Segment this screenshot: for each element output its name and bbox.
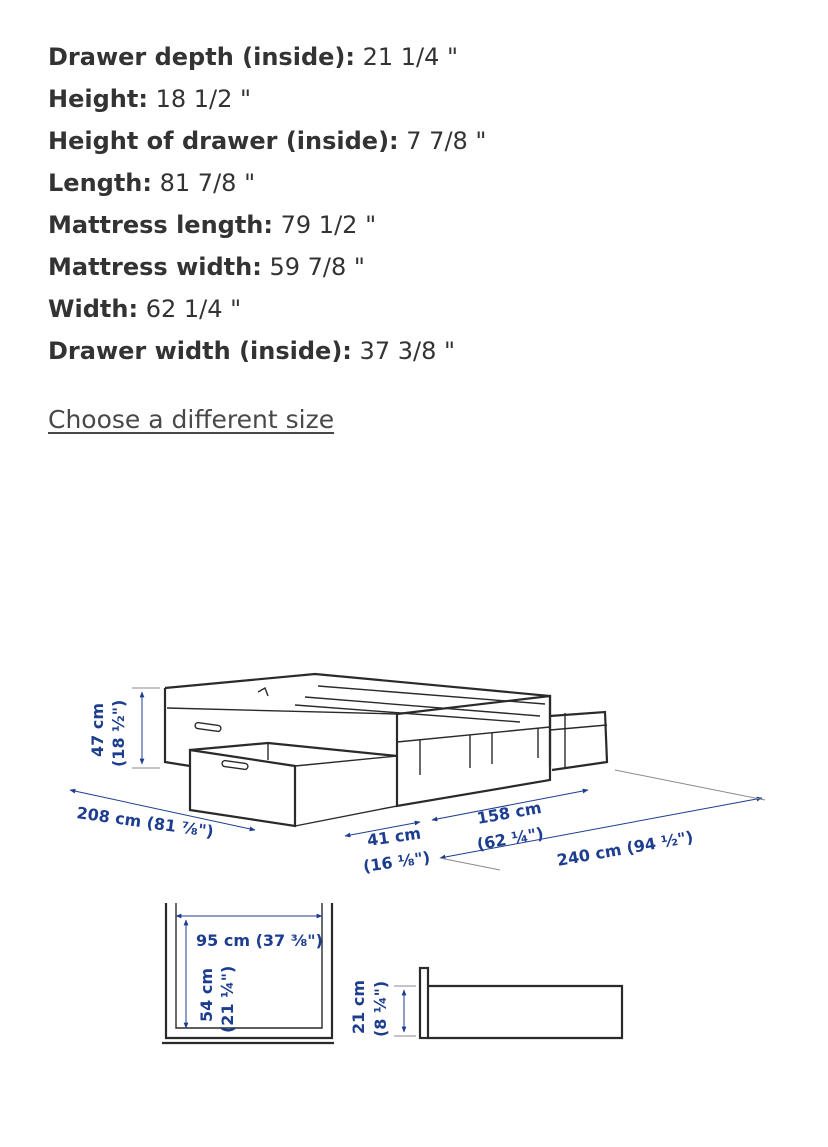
- height-cm-label: 47 cm: [88, 703, 107, 757]
- spec-label: Mattress width:: [48, 253, 262, 281]
- width-in-label: (62 ¼"): [475, 823, 546, 854]
- total-length-label: 240 cm (94 ½"): [555, 827, 695, 870]
- spec-label: Drawer width (inside):: [48, 337, 352, 365]
- spec-value: 59 7/8 ": [269, 253, 365, 281]
- drawer-width-label: 95 cm (37 ⅜"): [196, 931, 323, 950]
- spec-value: 37 3/8 ": [359, 337, 456, 365]
- choose-size-link[interactable]: Choose a different size: [48, 405, 335, 434]
- spec-label: Length:: [48, 169, 152, 197]
- height-in-label: (18 ½"): [109, 699, 128, 767]
- drawer-height-in-label: (8 ¼"): [371, 980, 390, 1037]
- spec-label: Width:: [48, 295, 139, 323]
- drawer-top-view: [162, 903, 334, 1043]
- spec-value: 62 1/4 ": [145, 295, 242, 323]
- width-cm-label: 158 cm: [475, 797, 543, 828]
- spec-value: 18 1/2 ": [155, 85, 252, 113]
- spec-label: Drawer depth (inside):: [48, 43, 355, 71]
- spec-value: 79 1/2 ": [280, 211, 377, 239]
- spec-label: Mattress length:: [48, 211, 273, 239]
- spec-value: 21 1/4 ": [362, 43, 459, 71]
- drawer-open-in-label: (16 ⅛"): [361, 847, 432, 876]
- drawer-height-cm-label: 21 cm: [349, 980, 368, 1034]
- drawer-depth-cm-label: 54 cm: [197, 968, 216, 1022]
- spec-value: 7 7/8 ": [406, 127, 487, 155]
- drawer-open-cm-label: 41 cm: [365, 823, 423, 850]
- bed-illustration: [165, 674, 607, 826]
- spec-label: Height:: [48, 85, 148, 113]
- drawer-depth-in-label: (21 ¼"): [218, 965, 237, 1033]
- spec-label: Height of drawer (inside):: [48, 127, 399, 155]
- length-label: 208 cm (81 ⅞"): [75, 803, 215, 842]
- drawer-side-view: [394, 968, 622, 1038]
- spec-value: 81 7/8 ": [159, 169, 256, 197]
